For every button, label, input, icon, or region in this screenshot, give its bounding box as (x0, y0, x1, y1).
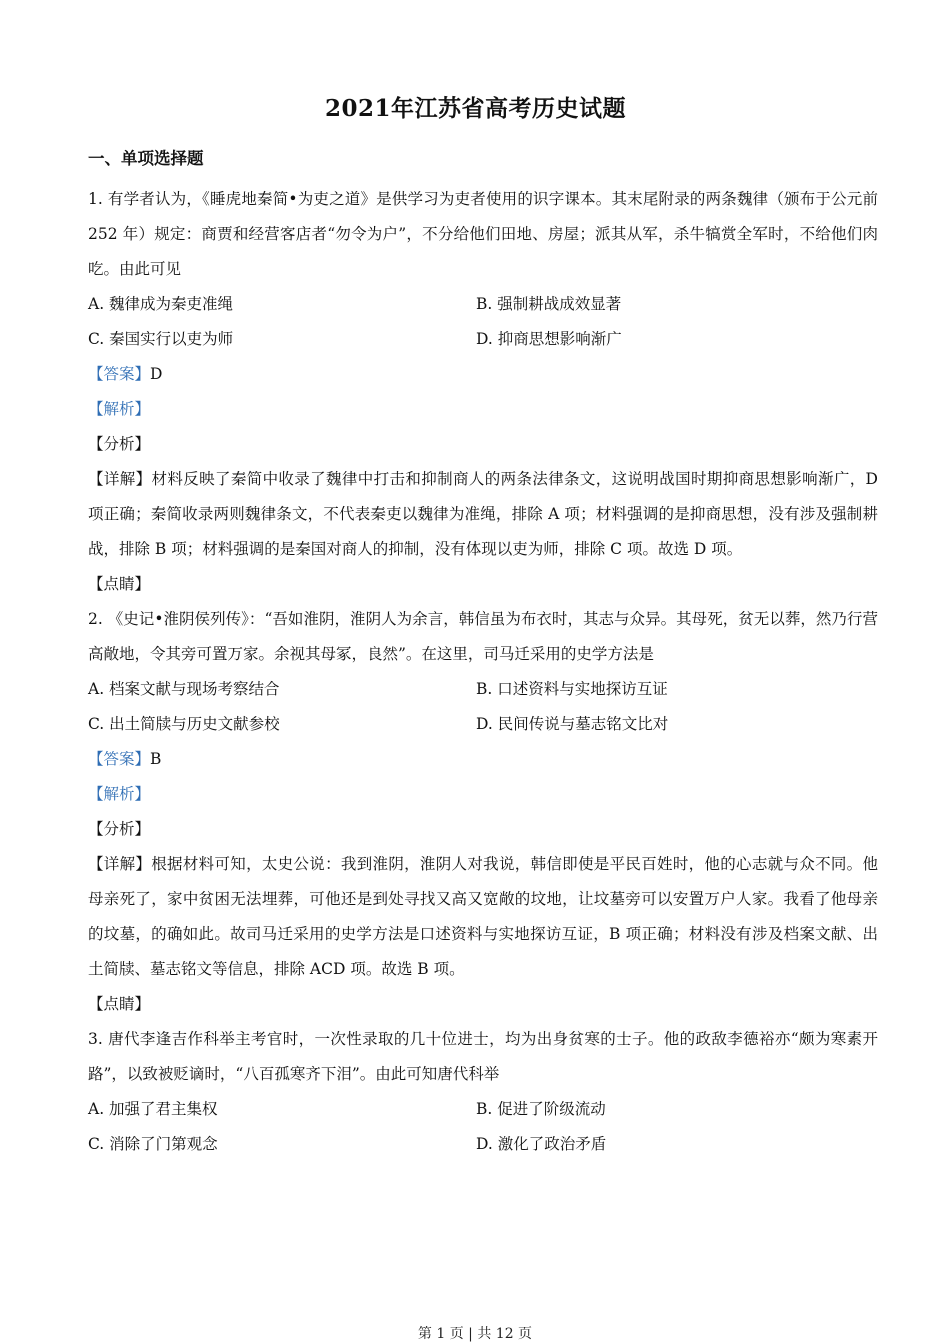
answer-line (88, 742, 878, 777)
option-b: B. 促进了阶级流动 (476, 1100, 606, 1118)
dianjing-tag: 【点睛】 (88, 995, 151, 1013)
page-footer: 第 1 页 | 共 12 页 (417, 1326, 533, 1342)
xiangjie-block (88, 847, 878, 987)
answer-value: B (150, 750, 162, 768)
jiexi-tag: 【解析】 (88, 400, 151, 418)
page-title: 2021年江苏省高考历史试题 (324, 95, 626, 122)
dianjing-tag: 【点睛】 (88, 575, 151, 593)
option-d: D. 民间传说与墓志铭文比对 (476, 715, 669, 733)
option-a: A. 加强了君主集权 (88, 1100, 218, 1118)
option-a: A. 魏律成为秦吏准绳 (88, 295, 234, 313)
option-c: C. 秦国实行以吏为师 (88, 330, 234, 348)
question-2 (88, 602, 878, 1022)
question-3 (88, 1022, 878, 1162)
fenxi-tag: 【分析】 (88, 820, 151, 838)
jiexi-tag: 【解析】 (88, 785, 151, 803)
option-d: D. 抑商思想影响渐广 (476, 330, 622, 348)
options-grid (88, 287, 878, 357)
options-grid (88, 1092, 878, 1162)
question-stem: 2. 《史记•淮阴侯列传》：“吾如淮阴，淮阴人为余言，韩信虽为布衣时，其志与众异。其母死，贫无以葬，然乃行营高敞地，令其旁可置万家。余视其母冢，良然”。在这里，司马迁采用的史学方法是 (88, 610, 878, 663)
xiangjie-block (88, 462, 878, 567)
question-stem: 3. 唐代李逢吉作科举主考官时，一次性录取的几十位进士，均为出身贫寒的士子。他的政敌李德裕亦“颇为寒素开路”，以致被贬谪时，“八百孤寒齐下泪”。由此可知唐代科举 (88, 1030, 878, 1083)
answer-tag: 【答案】 (88, 750, 151, 768)
option-a: A. 档案文献与现场考察结合 (88, 680, 280, 698)
section-heading: 一、单项选择题 (88, 149, 204, 168)
question-flow (88, 182, 878, 1162)
option-d: D. 激化了政治矛盾 (476, 1135, 607, 1153)
question-1 (88, 182, 878, 602)
xiangjie-text: 材料反映了秦简中收录了魏律中打击和抑制商人的两条法律条文，这说明战国时期抑商思想影响渐广，D 项正确；秦简收录两则魏律条文，不代表秦吏以魏律为准绳，排除 A 项；材料强调的是抑商思想，没有涉及强制耕战，排除 B 项；材料强调的是秦国对商人的抑制，没有体现以吏为师，排除 C 项。故选 D 项。 (88, 470, 878, 558)
option-b: B. 强制耕战成效显著 (476, 295, 622, 313)
question-stem: 1. 有学者认为，《睡虎地秦简•为吏之道》是供学习为吏者使用的识字课本。其末尾附录的两条魏律（颁布于公元前 252 年）规定：商贾和经营客店者“勿令为户”，不分给他们田地、房屋；派其从军，杀牛犒赏全军时，不给他们肉吃。由此可见 (88, 190, 878, 278)
option-b: B. 口述资料与实地探访互证 (476, 680, 668, 698)
answer-tag: 【答案】 (88, 365, 151, 383)
answer-line (88, 357, 878, 392)
xiangjie-tag: 【详解】 (88, 855, 152, 873)
fenxi-tag: 【分析】 (88, 435, 151, 453)
xiangjie-text: 根据材料可知，太史公说：我到淮阴，淮阴人对我说，韩信即使是平民百姓时，他的心志就与众不同。他母亲死了，家中贫困无法埋葬，可他还是到处寻找又高又宽敞的坟地，让坟墓旁可以安置万户人家。我看了他母亲的坟墓，的确如此。故司马迁采用的史学方法是口述资料与实地探访互证，B 项正确；材料没有涉及档案文献、出土简牍、墓志铭文等信息，排除 ACD 项。故选 B 项。 (88, 855, 878, 978)
xiangjie-tag: 【详解】 (88, 470, 152, 488)
answer-value: D (150, 365, 163, 383)
option-c: C. 消除了门第观念 (88, 1135, 218, 1153)
options-grid (88, 672, 878, 742)
option-c: C. 出土简牍与历史文献参校 (88, 715, 280, 733)
